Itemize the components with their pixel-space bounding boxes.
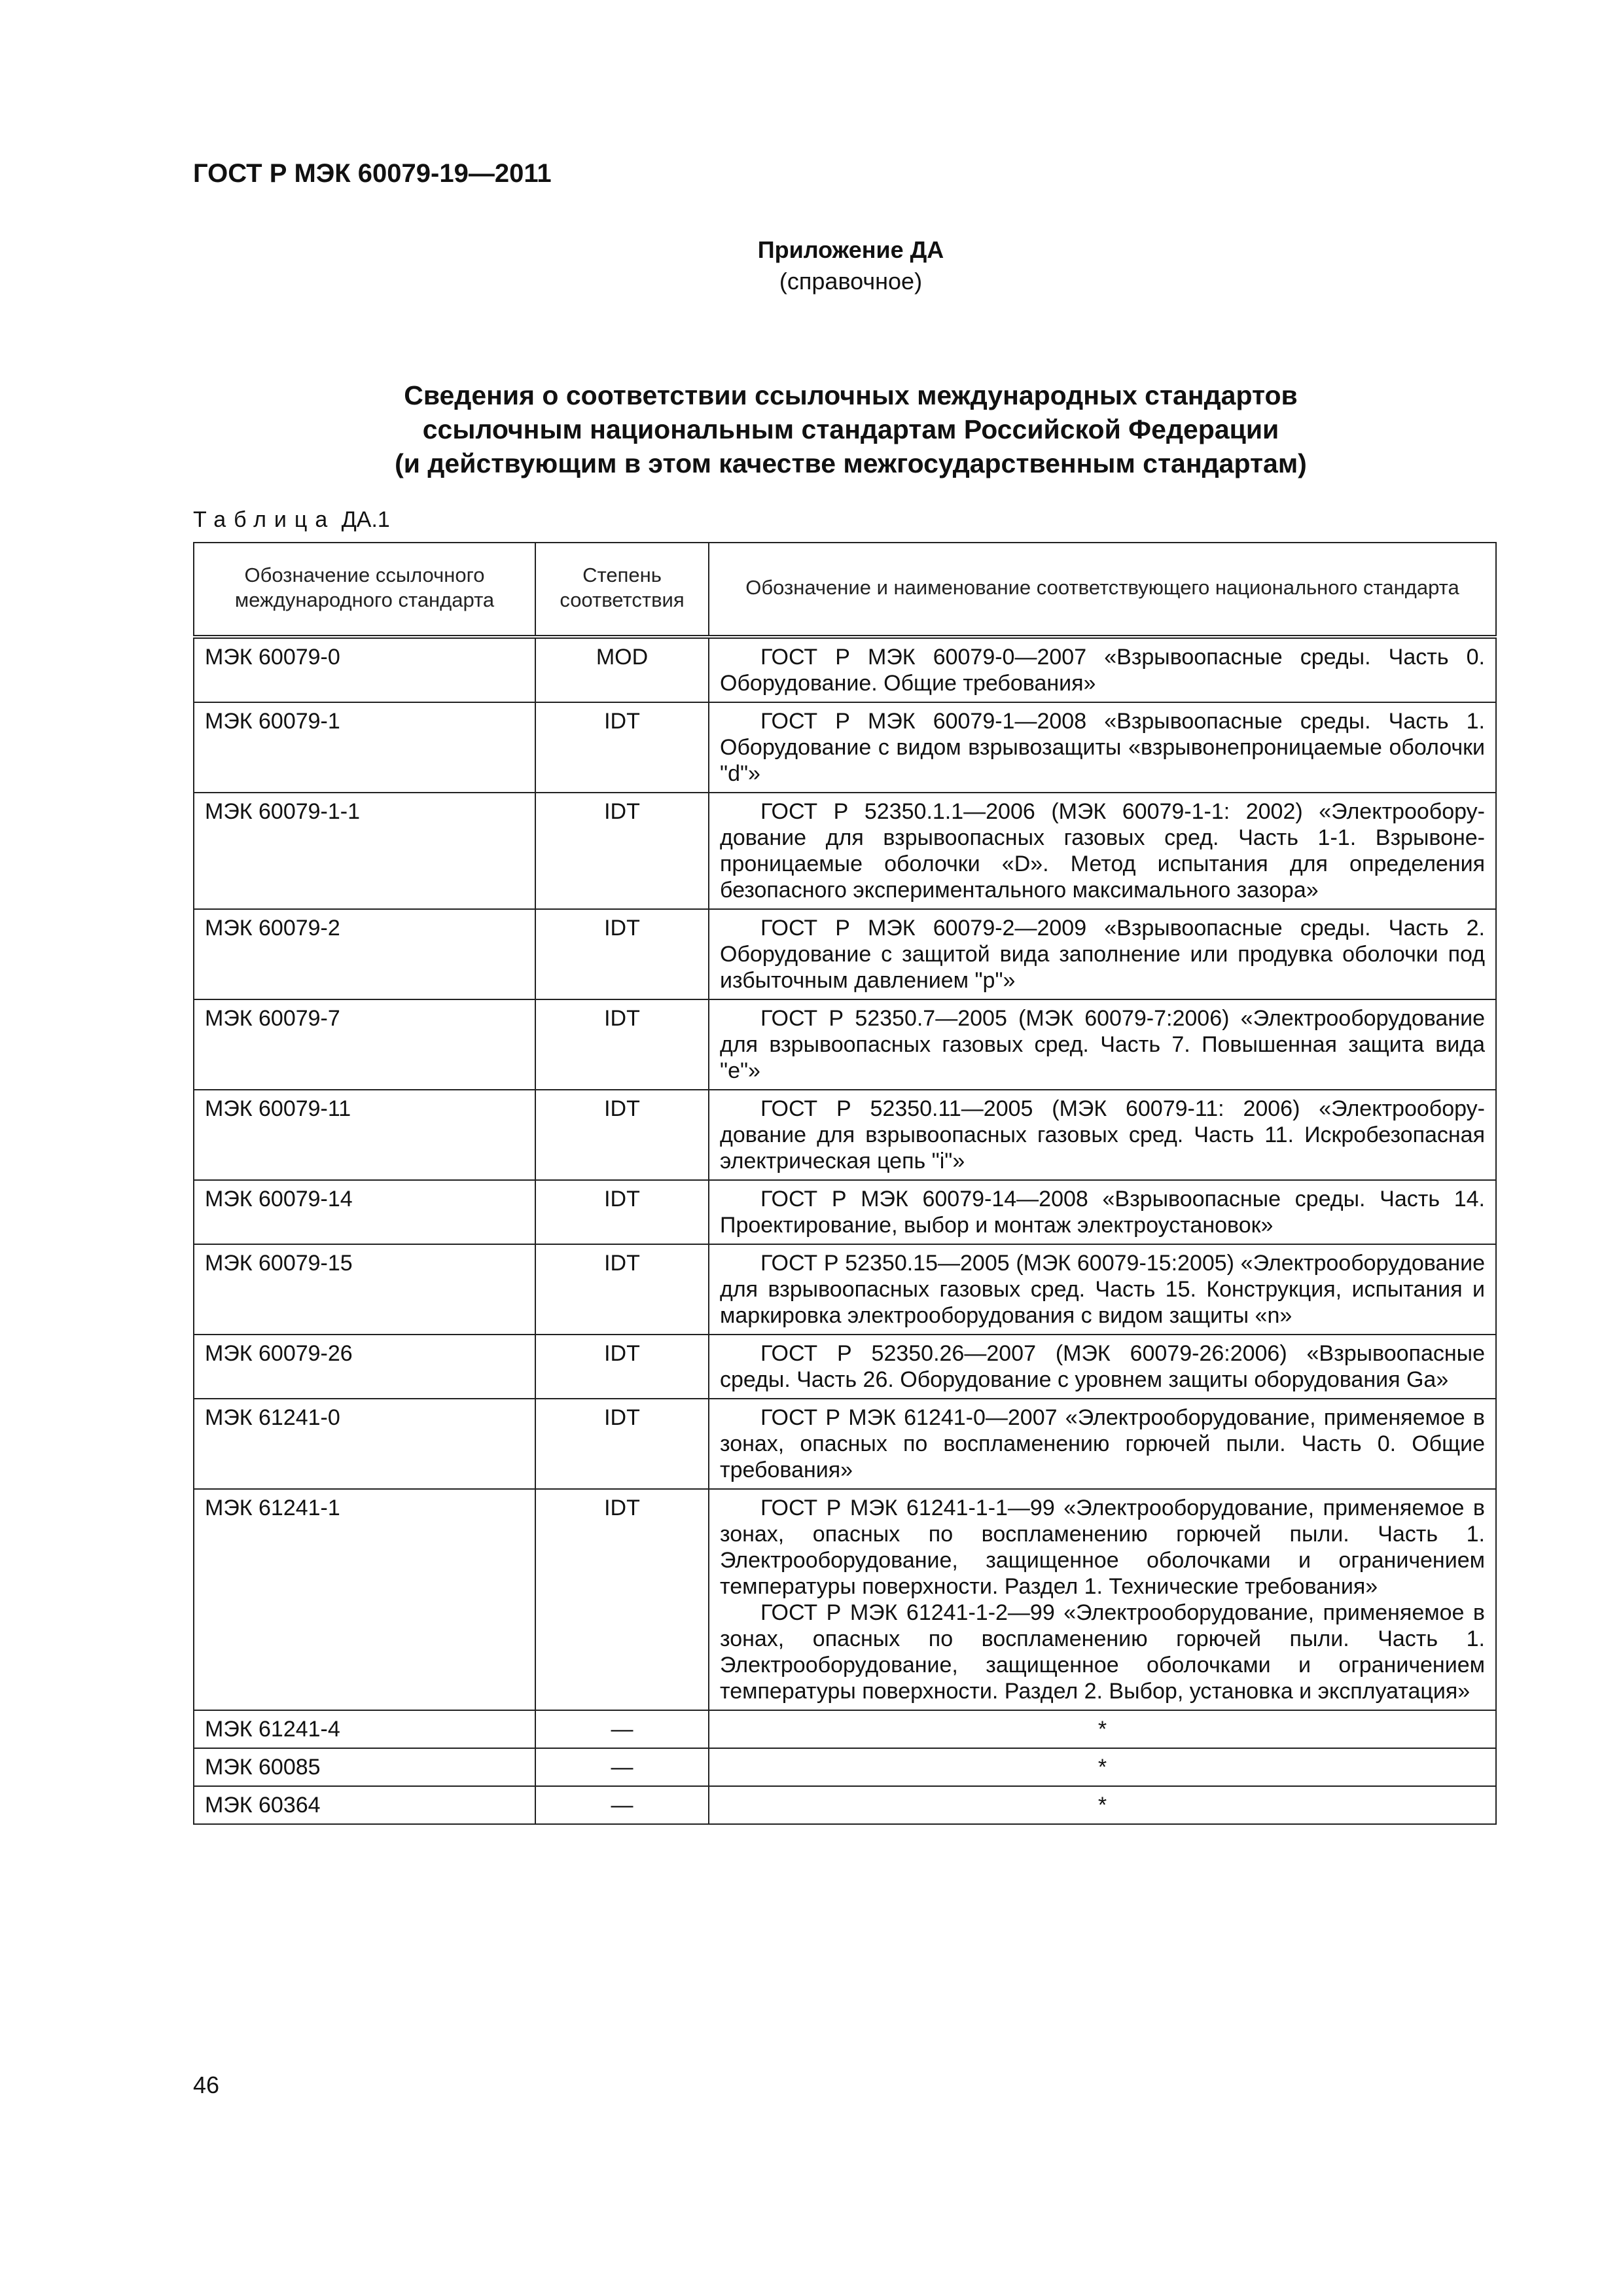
cell-national-standard: [709, 702, 1496, 793]
national-standard-entry: ГОСТ Р МЭК 61241-0—2007 «Электрооборудование, применяемое в зонах, опасных по воспламенению горючей пыли. Часть 0. Общие требования»: [720, 1405, 1485, 1482]
cell-degree: IDT: [535, 1244, 709, 1335]
cell-intl-standard: МЭК 61241-1: [194, 1489, 535, 1710]
table-row: [194, 1399, 1496, 1489]
table-row: [194, 1710, 1496, 1748]
table-row: [194, 1180, 1496, 1244]
cell-intl-standard: МЭК 60085: [194, 1748, 535, 1786]
cell-national-standard: [709, 1335, 1496, 1399]
national-standard-entry: ГОСТ Р 52350.11—2005 (МЭК 60079-11: 2006) «Электрооборудование для взрывоопасных газовых сред. Часть 11. Искробезопасная электрическая цепь "i"»: [720, 1096, 1485, 1174]
cell-degree: MOD: [535, 637, 709, 702]
cell-intl-standard: МЭК 60079-7: [194, 999, 535, 1090]
national-standard-entry: ГОСТ Р 52350.15—2005 (МЭК 60079-15:2005) «Электрооборудование для взрывоопасных газовых сред. Часть 15. Конструкция, испытания и маркировка электрооборудования с видом защиты «n»: [720, 1251, 1485, 1328]
cell-national-standard: [709, 637, 1496, 702]
document-code: ГОСТ Р МЭК 60079-19—2011: [193, 159, 552, 188]
table-row: [194, 1748, 1496, 1786]
heading-line-1: Сведения о соответствии ссылочных международных стандартов: [404, 380, 1298, 410]
cell-degree: IDT: [535, 702, 709, 793]
cell-degree: —: [535, 1748, 709, 1786]
cell-national-standard: [709, 909, 1496, 999]
cell-intl-standard: МЭК 61241-0: [194, 1399, 535, 1489]
cell-degree: —: [535, 1710, 709, 1748]
table-row: [194, 909, 1496, 999]
cell-national-standard: [709, 1489, 1496, 1710]
cell-national-standard: [709, 793, 1496, 909]
page-number: 46: [193, 2072, 220, 2098]
cell-degree: IDT: [535, 909, 709, 999]
cell-intl-standard: МЭК 60079-14: [194, 1180, 535, 1244]
table-row: [194, 702, 1496, 793]
table-row: [194, 1335, 1496, 1399]
cell-intl-standard: МЭК 60079-26: [194, 1335, 535, 1399]
table-row: [194, 793, 1496, 909]
cell-degree: IDT: [535, 1335, 709, 1399]
cell-national-standard: [709, 1244, 1496, 1335]
cell-degree: IDT: [535, 1180, 709, 1244]
cell-intl-standard: МЭК 60079-1: [194, 702, 535, 793]
national-standard-entry: ГОСТ Р МЭК 60079-2—2009 «Взрывоопасные среды. Часть 2. Оборудование с защитой вида заполнение или продувка оболочки под избыточным давлением "р"»: [720, 916, 1485, 993]
cell-intl-standard: МЭК 60079-0: [194, 637, 535, 702]
section-heading: [294, 378, 1407, 480]
table-row: [194, 1090, 1496, 1180]
header-degree: Степень соответствия: [535, 543, 709, 637]
table-row: [194, 1244, 1496, 1335]
cell-degree: IDT: [535, 999, 709, 1090]
annex-title-block: [753, 234, 949, 297]
national-standard-entry: ГОСТ Р 52350.26—2007 (МЭК 60079-26:2006) «Взрывоопасные среды. Часть 26. Оборудование с уровнем защиты оборудования Ga»: [720, 1341, 1485, 1392]
table-label-word: Таблица: [193, 507, 336, 532]
national-standard-entry: ГОСТ Р 52350.7—2005 (МЭК 60079-7:2006) «Электрооборудование для взрывоопасных газовых сред. Часть 7. Повышенная защита вида "е"»: [720, 1006, 1485, 1083]
table-row: [194, 637, 1496, 702]
cell-national-standard: [709, 1180, 1496, 1244]
table-header-row: [194, 543, 1496, 637]
cell-intl-standard: МЭК 60079-1-1: [194, 793, 535, 909]
cell-intl-standard: МЭК 60079-11: [194, 1090, 535, 1180]
heading-line-3: (и действующим в этом качестве межгосударственным стандартам): [395, 448, 1307, 478]
national-standard-entry: ГОСТ Р 52350.1.1—2006 (МЭК 60079-1-1: 2002) «Электрооборудование для взрывоопасных газовых сред. Часть 1-1. Взрывонепроницаемые оболочки «D». Метод испытания для определения безопасного экспериментального максимального зазора»: [720, 799, 1485, 903]
table-body: [194, 637, 1496, 1824]
annex-title: Приложение ДА: [757, 236, 944, 263]
heading-line-2: ссылочным национальным стандартам Российской Федерации: [422, 414, 1279, 444]
table-row: [194, 999, 1496, 1090]
correspondence-table: [193, 542, 1497, 1825]
cell-degree: IDT: [535, 793, 709, 909]
table-row: [194, 1489, 1496, 1710]
table-label-number: ДА.1: [341, 507, 390, 532]
cell-national-standard: *: [709, 1710, 1496, 1748]
national-standard-entry: ГОСТ Р МЭК 60079-14—2008 «Взрывоопасные среды. Часть 14. Проектирование, выбор и монтаж электроустановок»: [720, 1187, 1485, 1238]
national-standard-entry: ГОСТ Р МЭК 61241-1-1—99 «Электрооборудование, применяемое в зонах, опасных по воспламенению горючей пыли. Часть 1. Электрооборудование, защищенное оболочками и ограничением температуры поверхности. Раздел 1. Технические требования»: [720, 1496, 1485, 1599]
cell-intl-standard: МЭК 60079-2: [194, 909, 535, 999]
header-intl-standard: Обозначение ссылочного международного стандарта: [194, 543, 535, 637]
cell-degree: —: [535, 1786, 709, 1824]
cell-national-standard: [709, 1090, 1496, 1180]
cell-national-standard: [709, 1399, 1496, 1489]
cell-intl-standard: МЭК 60079-15: [194, 1244, 535, 1335]
cell-intl-standard: МЭК 60364: [194, 1786, 535, 1824]
national-standard-entry: ГОСТ Р МЭК 61241-1-2—99 «Электрооборудование, применяемое в зонах, опасных по воспламенению горючей пыли. Часть 1. Электрооборудование, защищенное оболочками и ограничением температуры поверхности. Раздел 2. Выбор, установка и эксплуатация»: [720, 1600, 1485, 1704]
cell-national-standard: *: [709, 1748, 1496, 1786]
national-standard-entry: ГОСТ Р МЭК 60079-0—2007 «Взрывоопасные среды. Часть 0. Оборудование. Общие требования»: [720, 645, 1485, 696]
table-label: [193, 507, 390, 533]
cell-national-standard: [709, 999, 1496, 1090]
annex-subtitle: (справочное): [779, 268, 923, 295]
table-row: [194, 1786, 1496, 1824]
cell-degree: IDT: [535, 1399, 709, 1489]
cell-degree: IDT: [535, 1489, 709, 1710]
national-standard-entry: ГОСТ Р МЭК 60079-1—2008 «Взрывоопасные среды. Часть 1. Оборудование с видом взрывозащиты «взрывонепроницаемые оболочки "d"»: [720, 709, 1485, 786]
cell-national-standard: *: [709, 1786, 1496, 1824]
cell-degree: IDT: [535, 1090, 709, 1180]
cell-intl-standard: МЭК 61241-4: [194, 1710, 535, 1748]
header-national-standard: Обозначение и наименование соответствующего национального стандарта: [709, 543, 1496, 637]
